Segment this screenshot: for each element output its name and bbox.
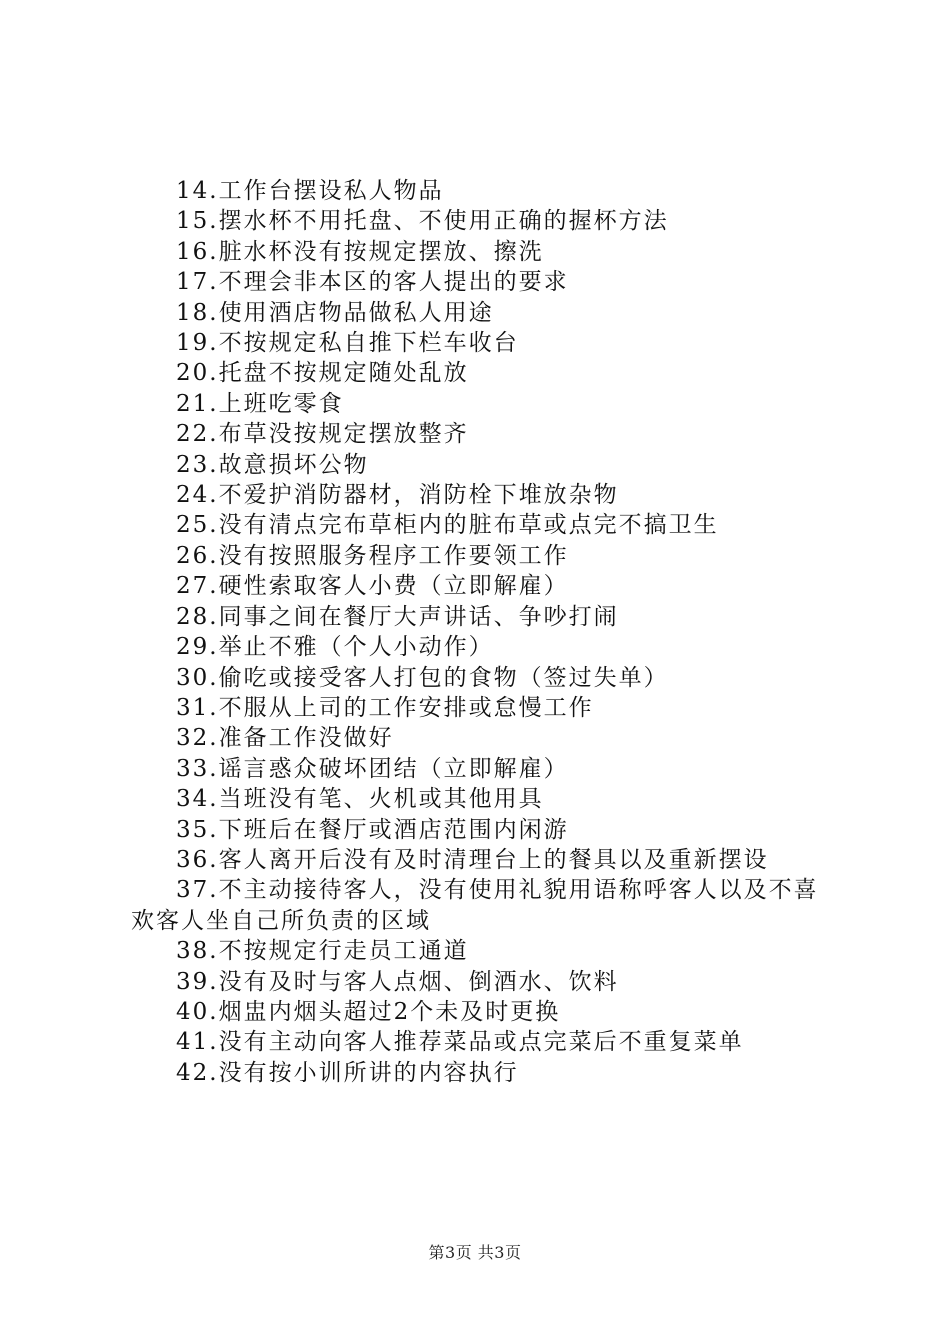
list-item: 40.烟盅内烟头超过2个未及时更换 xyxy=(176,998,561,1025)
list-item: 41.没有主动向客人推荐菜品或点完菜后不重复菜单 xyxy=(176,1029,744,1056)
list-item: 25.没有清点完布草柜内的脏布草或点完不搞卫生 xyxy=(176,512,719,539)
list-item: 21.上班吃零食 xyxy=(176,390,344,417)
list-item: 34.当班没有笔、火机或其他用具 xyxy=(176,786,544,813)
list-item: 22.布草没按规定摆放整齐 xyxy=(176,421,469,448)
page-number-footer: 第3页 共3页 xyxy=(428,1243,522,1262)
list-item: 27.硬性索取客人小费（立即解雇） xyxy=(176,573,569,600)
list-item: 32.准备工作没做好 xyxy=(176,725,394,752)
list-item: 14.工作台摆设私人物品 xyxy=(176,178,444,204)
list-item: 35.下班后在餐厅或酒店范围内闲游 xyxy=(176,816,569,843)
list-item: 38.不按规定行走员工通道 xyxy=(176,938,469,965)
rules-list xyxy=(131,176,836,1088)
list-item: 39.没有及时与客人点烟、倒酒水、饮料 xyxy=(176,968,619,995)
list-item: 30.偷吃或接受客人打包的食物（签过失单） xyxy=(176,664,669,691)
list-item: 28.同事之间在餐厅大声讲话、争吵打闹 xyxy=(176,603,619,630)
list-item: 36.客人离开后没有及时清理台上的餐具以及重新摆设 xyxy=(176,846,769,873)
list-item: 19.不按规定私自推下栏车收台 xyxy=(176,330,519,357)
list-item: 23.故意损坏公物 xyxy=(176,451,369,478)
list-item: 20.托盘不按规定随处乱放 xyxy=(176,360,469,387)
list-item: 18.使用酒店物品做私人用途 xyxy=(176,299,494,326)
list-item: 15.摆水杯不用托盘、不使用正确的握杯方法 xyxy=(176,208,669,235)
list-item: 24.不爱护消防器材，消防栓下堆放杂物 xyxy=(176,482,619,509)
list-item: 33.谣言惑众破坏团结（立即解雇） xyxy=(176,755,569,782)
list-item: 26.没有按照服务程序工作要领工作 xyxy=(176,542,569,569)
list-item: 29.举止不雅（个人小动作） xyxy=(176,634,494,661)
list-item: 16.脏水杯没有按规定摆放、擦洗 xyxy=(176,238,544,265)
list-item: 42.没有按小训所讲的内容执行 xyxy=(176,1059,519,1086)
list-item: 31.不服从上司的工作安排或怠慢工作 xyxy=(176,694,594,721)
list-item: 37.不主动接待客人，没有使用礼貌用语称呼客人以及不喜欢客人坐自己所负责的区域 xyxy=(131,877,819,934)
list-item: 17.不理会非本区的客人提出的要求 xyxy=(176,269,569,296)
